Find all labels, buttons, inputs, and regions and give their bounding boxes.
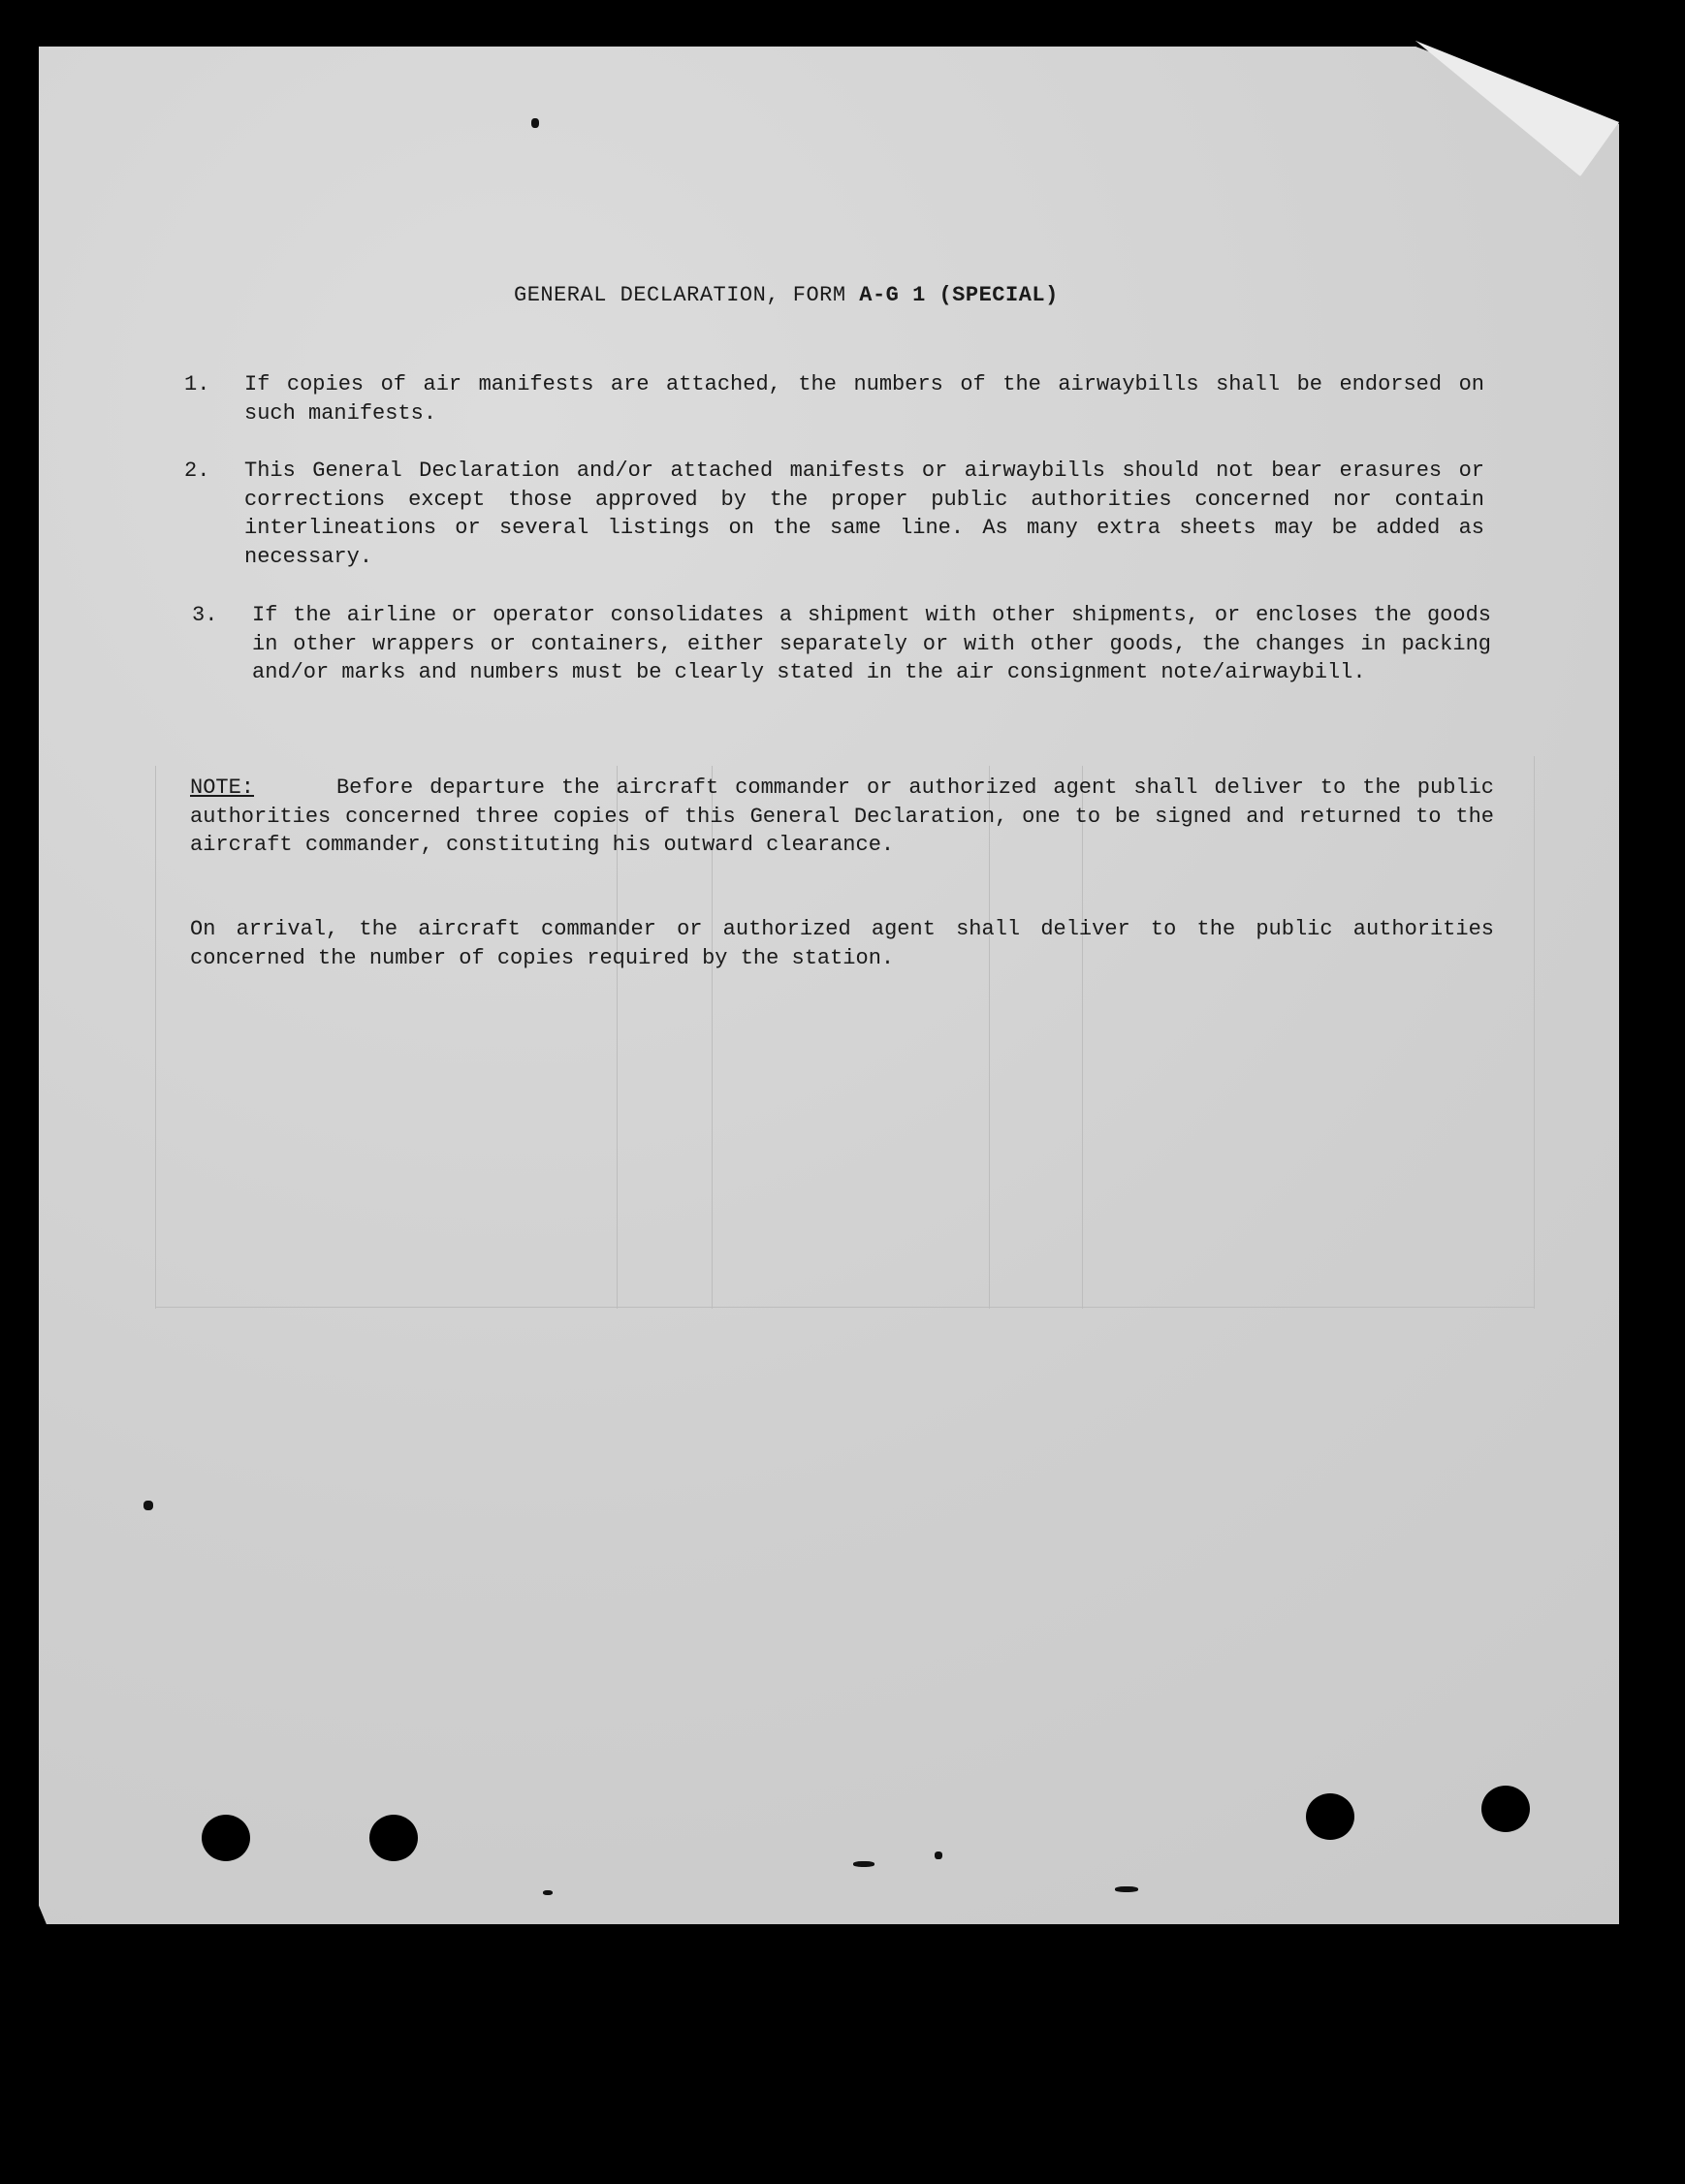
- punch-hole: [1481, 1786, 1530, 1832]
- scan-speck: [531, 118, 539, 128]
- instruction-item-3: [192, 601, 1491, 687]
- instruction-item-2: [184, 457, 1484, 571]
- item-text: This General Declaration and/or attached manifests or airwaybills should not bear erasures or corrections except those approved by the proper public authorities concerned nor contain interlineations or several listings on the same line. As many extra sheets may be added as necessary.: [244, 459, 1484, 569]
- item-text: If the airline or operator consolidates a shipment with other shipments, or encloses the goods in other wrappers or containers, either separately or with other goods, the changes in packing and/or marks and numbers must be clearly stated in the air consignment note/airwaybill.: [252, 603, 1491, 684]
- instruction-item-1: [184, 370, 1484, 427]
- bleed-through-line: [155, 1307, 1534, 1308]
- item-number: 1.: [184, 372, 210, 396]
- scan-speck: [935, 1852, 942, 1859]
- item-text: If copies of air manifests are attached, the numbers of the airwaybills shall be endorsed on such manifests.: [244, 372, 1484, 426]
- punch-hole: [1306, 1793, 1354, 1840]
- punch-hole: [202, 1815, 250, 1861]
- note-paragraph: [190, 774, 1494, 860]
- arrival-text: On arrival, the aircraft commander or authorized agent shall deliver to the public authorities concerned the number of copies required by the station.: [190, 917, 1494, 970]
- page-title: GENERAL DECLARATION, FORM A-G 1 (SPECIAL): [514, 283, 1059, 307]
- note-label: NOTE:: [190, 775, 255, 800]
- document-page: [39, 47, 1619, 1924]
- punch-hole: [369, 1815, 418, 1861]
- bleed-through-line: [155, 766, 156, 1309]
- item-number: 2.: [184, 459, 210, 483]
- scan-speck: [1115, 1886, 1138, 1892]
- scan-speck: [143, 1501, 153, 1510]
- bleed-through-line: [1534, 756, 1535, 1309]
- arrival-paragraph: [190, 915, 1494, 972]
- scan-speck: [853, 1861, 874, 1867]
- scan-speck: [543, 1890, 553, 1895]
- note-text: Before departure the aircraft commander or authorized agent shall deliver to the public authorities concerned three copies of this General Declaration, one to be signed and returned to the aircraft commander, constituting his outward clearance.: [190, 775, 1494, 857]
- item-number: 3.: [192, 603, 218, 627]
